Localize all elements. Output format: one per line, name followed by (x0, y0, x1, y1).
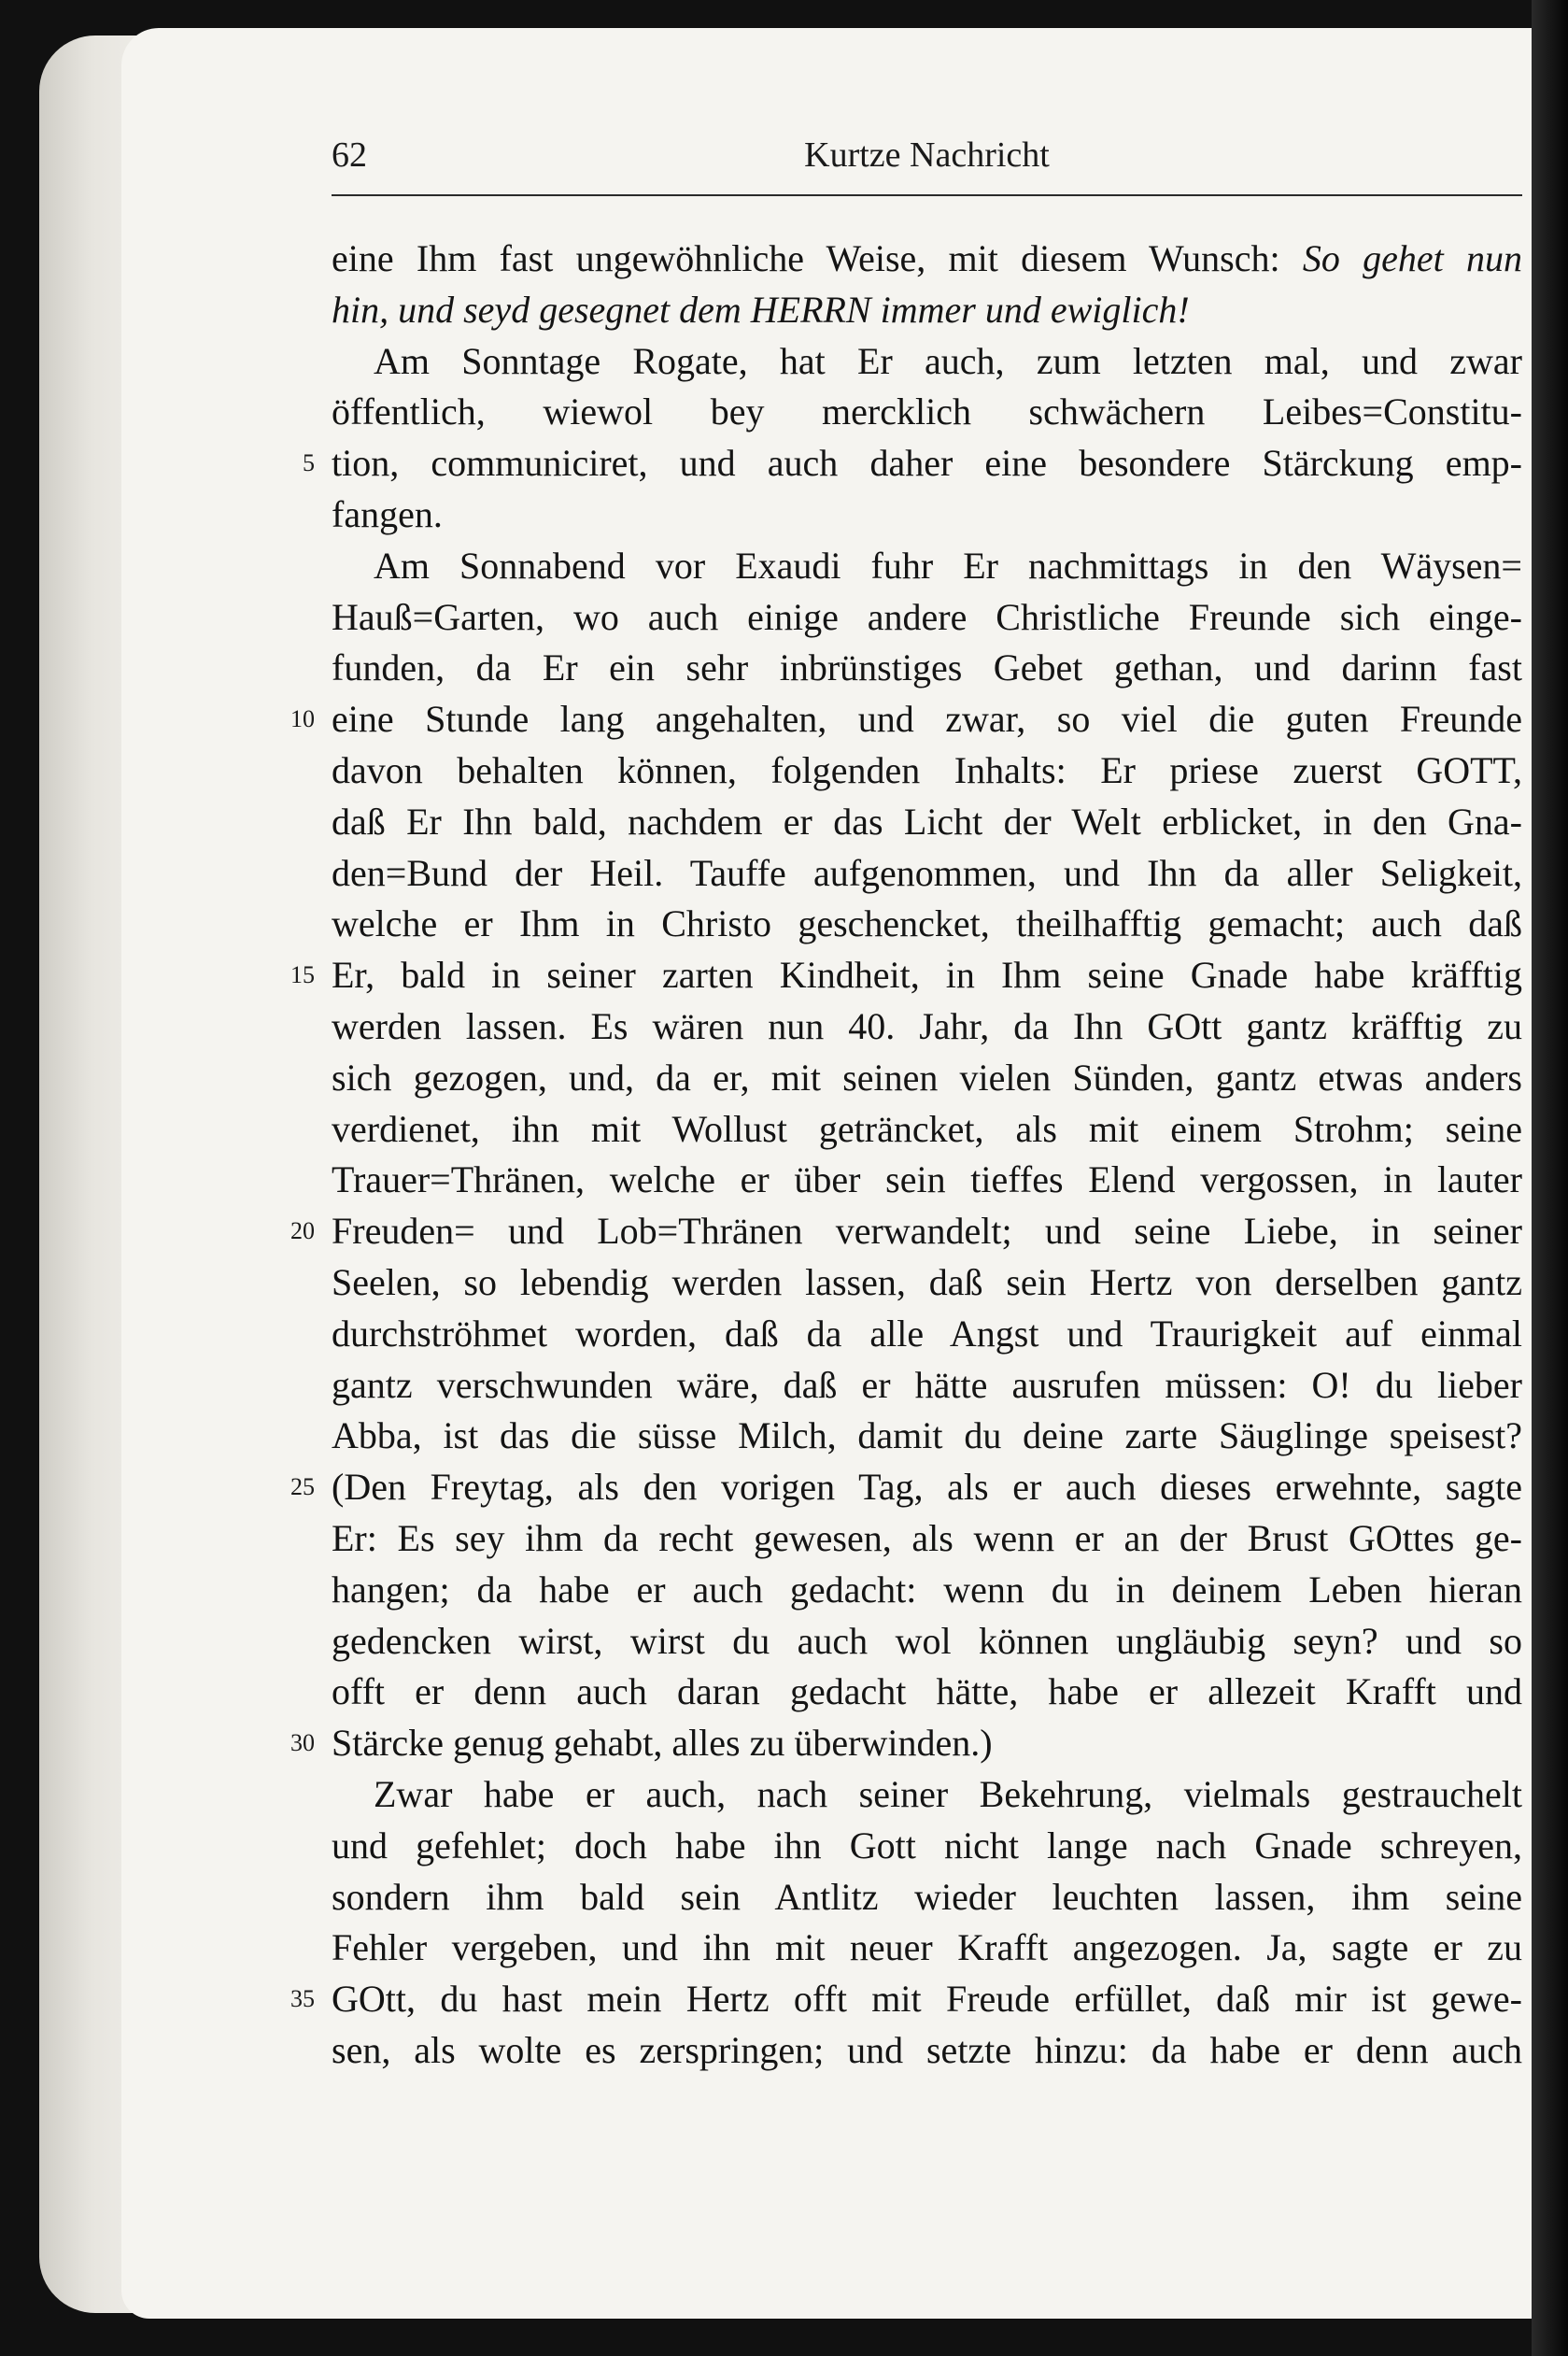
line-text (332, 643, 1522, 694)
line-text (332, 1104, 1522, 1156)
line-text (332, 745, 1522, 797)
text-run: und gefehlet; doch habe ihn Gott nicht lange nach Gnade schreyen, (332, 1824, 1522, 1866)
text-run: sen, als wolte es zerspringen; und setzte hinzu: da habe er denn auch (332, 2028, 1522, 2071)
text-run: Trauer=Thränen, welche er über sein tieffes Elend vergossen, in lauter (332, 1158, 1522, 1201)
line-number: 5 (303, 449, 315, 477)
line-text (332, 1360, 1522, 1412)
line-text (332, 2025, 1522, 2077)
line-text (332, 1667, 1522, 1718)
header-rule (332, 194, 1522, 196)
text-run: Stärcke genug gehabt, alles zu überwinden.) (332, 1722, 993, 1765)
line-text (332, 1565, 1522, 1616)
line-number: 30 (290, 1729, 315, 1757)
text-run: Am Sonnabend vor Exaudi fuhr Er nachmittags in den Wäysen= (374, 544, 1522, 587)
text-line (332, 1565, 1522, 1616)
text-run: tion, communiciret, und auch daher eine besondere Stärckung emp- (332, 442, 1522, 485)
line-text (332, 1001, 1522, 1053)
text-run: Seelen, so lebendig werden lassen, daß sein Hertz von derselben gantz (332, 1260, 1522, 1303)
line-text (332, 285, 1522, 336)
text-run: öffentlich, wiewol bey mercklich schwächern Leibes=Constitu- (332, 390, 1522, 433)
text-line (290, 1974, 1522, 2025)
text-run: sondern ihm bald sein Antlitz wieder leuchten lassen, ihm seine (332, 1875, 1522, 1918)
text-run: eine Ihm fast ungewöhnliche Weise, mit diesem Wunsch: (332, 237, 1303, 279)
text-line (332, 1309, 1522, 1360)
italic-text-run: hin, und seyd gesegnet dem HERRN immer und ewiglich! (332, 288, 1190, 331)
line-text (332, 336, 1522, 388)
text-line (332, 848, 1522, 900)
body-text (290, 234, 1522, 2077)
text-run: Am Sonntage Rogate, hat Er auch, zum letzten mal, und zwar (374, 339, 1522, 382)
line-text (332, 1309, 1522, 1360)
text-line (332, 1513, 1522, 1565)
text-run: Er, bald in seiner zarten Kindheit, in Ihm seine Gnade habe kräfftig (332, 954, 1522, 997)
line-text (332, 1872, 1522, 1923)
line-text (332, 234, 1522, 285)
line-number: 35 (290, 1985, 315, 2013)
text-line (332, 1769, 1522, 1821)
line-text (332, 541, 1522, 592)
line-text (332, 490, 1522, 541)
text-run: Zwar habe er auch, nach seiner Bekehrung, vielmals gestrauchelt (374, 1772, 1522, 1815)
line-text (332, 797, 1522, 848)
text-run: Abba, ist das die süsse Milch, damit du deine zarte Säuglinge speisest? (332, 1414, 1522, 1457)
line-number: 25 (290, 1473, 315, 1501)
line-text (332, 1462, 1522, 1513)
text-line (332, 745, 1522, 797)
text-line (332, 490, 1522, 541)
text-line (332, 1360, 1522, 1412)
line-text (332, 1411, 1522, 1462)
text-run: Hauß=Garten, wo auch einige andere Christliche Freunde sich einge- (332, 595, 1522, 638)
text-run: welche er Ihm in Christo geschencket, theilhafftig gemacht; auch daß (332, 902, 1522, 945)
text-run: den=Bund der Heil. Tauffe aufgenommen, und Ihn da aller Seligkeit, (332, 851, 1522, 894)
text-line (332, 1872, 1522, 1923)
text-run: werden lassen. Es wären nun 40. Jahr, da Ihn GOtt gantz kräfftig zu (332, 1004, 1522, 1047)
text-line (332, 1257, 1522, 1309)
line-text (332, 1923, 1522, 1974)
text-line (332, 1667, 1522, 1718)
line-text (332, 1821, 1522, 1872)
line-number: 10 (290, 705, 315, 733)
text-line (332, 1104, 1522, 1156)
page-number: 62 (332, 135, 367, 175)
line-text (332, 1718, 1522, 1769)
text-line (290, 694, 1522, 745)
text-line (332, 1053, 1522, 1104)
text-line (332, 643, 1522, 694)
text-run: daß Er Ihn bald, nachdem er das Licht der Welt erblicket, in den Gna- (332, 800, 1522, 843)
text-line (332, 387, 1522, 438)
text-line (332, 541, 1522, 592)
line-text (332, 387, 1522, 438)
text-run: verdienet, ihn mit Wollust geträncket, als mit einem Strohm; seine (332, 1107, 1522, 1150)
book-spine-shadow (1532, 0, 1568, 2356)
text-line (332, 285, 1522, 336)
text-line (332, 592, 1522, 644)
text-line (332, 2025, 1522, 2077)
text-line (303, 438, 1522, 490)
text-run: gantz verschwunden wäre, daß er hätte ausrufen müssen: O! du lieber (332, 1363, 1522, 1406)
running-header (332, 135, 1522, 192)
italic-text-run: So gehet nun (1302, 237, 1522, 279)
text-line (332, 899, 1522, 950)
line-text (332, 950, 1522, 1001)
text-line (332, 1001, 1522, 1053)
text-run: (Den Freytag, als den vorigen Tag, als er auch dieses erwehnte, sagte (332, 1466, 1522, 1509)
text-run: Er: Es sey ihm da recht gewesen, als wenn er an der Brust GOttes ge- (332, 1516, 1522, 1559)
text-run: hangen; da habe er auch gedacht: wenn du in deinem Leben hieran (332, 1568, 1522, 1611)
text-line (290, 950, 1522, 1001)
text-run: davon behalten können, folgenden Inhalts: Er priese zuerst GOTT, (332, 748, 1522, 791)
line-number: 20 (290, 1217, 315, 1245)
line-number: 15 (290, 961, 315, 989)
line-text (332, 1769, 1522, 1821)
text-run: sich gezogen, und, da er, mit seinen vielen Sünden, gantz etwas anders (332, 1056, 1522, 1099)
line-text (332, 1053, 1522, 1104)
text-line (290, 1462, 1522, 1513)
line-text (332, 1206, 1522, 1257)
line-text (332, 1616, 1522, 1668)
text-run: fangen. (332, 492, 443, 535)
line-text (332, 1513, 1522, 1565)
line-text (332, 1257, 1522, 1309)
text-run: eine Stunde lang angehalten, und zwar, so viel die guten Freunde (332, 698, 1522, 741)
text-run: Fehler vergeben, und ihn mit neuer Krafft angezogen. Ja, sagte er zu (332, 1926, 1522, 1969)
text-line (332, 234, 1522, 285)
line-text (332, 848, 1522, 900)
text-run: offt er denn auch daran gedacht hätte, habe er allezeit Krafft und (332, 1670, 1522, 1713)
line-text (332, 592, 1522, 644)
line-text (332, 899, 1522, 950)
line-text (332, 1974, 1522, 2025)
running-title: Kurtze Nachricht (804, 135, 1050, 175)
text-run: Freuden= und Lob=Thränen verwandelt; und seine Liebe, in seiner (332, 1210, 1522, 1253)
text-line (332, 1923, 1522, 1974)
line-text (332, 1155, 1522, 1206)
text-run: funden, da Er ein sehr inbrünstiges Gebet gethan, und darinn fast (332, 646, 1522, 689)
line-text (332, 438, 1522, 490)
text-line (332, 1411, 1522, 1462)
text-line (332, 1821, 1522, 1872)
text-line (332, 336, 1522, 388)
line-text (332, 694, 1522, 745)
text-run: durchströhmet worden, daß da alle Angst und Traurigkeit auf einmal (332, 1312, 1522, 1355)
text-line (332, 1616, 1522, 1668)
text-line (290, 1718, 1522, 1769)
text-line (332, 797, 1522, 848)
text-line (290, 1206, 1522, 1257)
text-run: GOtt, du hast mein Hertz offt mit Freude erfüllet, daß mir ist gewe- (332, 1978, 1522, 2021)
text-line (332, 1155, 1522, 1206)
text-run: gedencken wirst, wirst du auch wol können ungläubig seyn? und so (332, 1619, 1522, 1662)
